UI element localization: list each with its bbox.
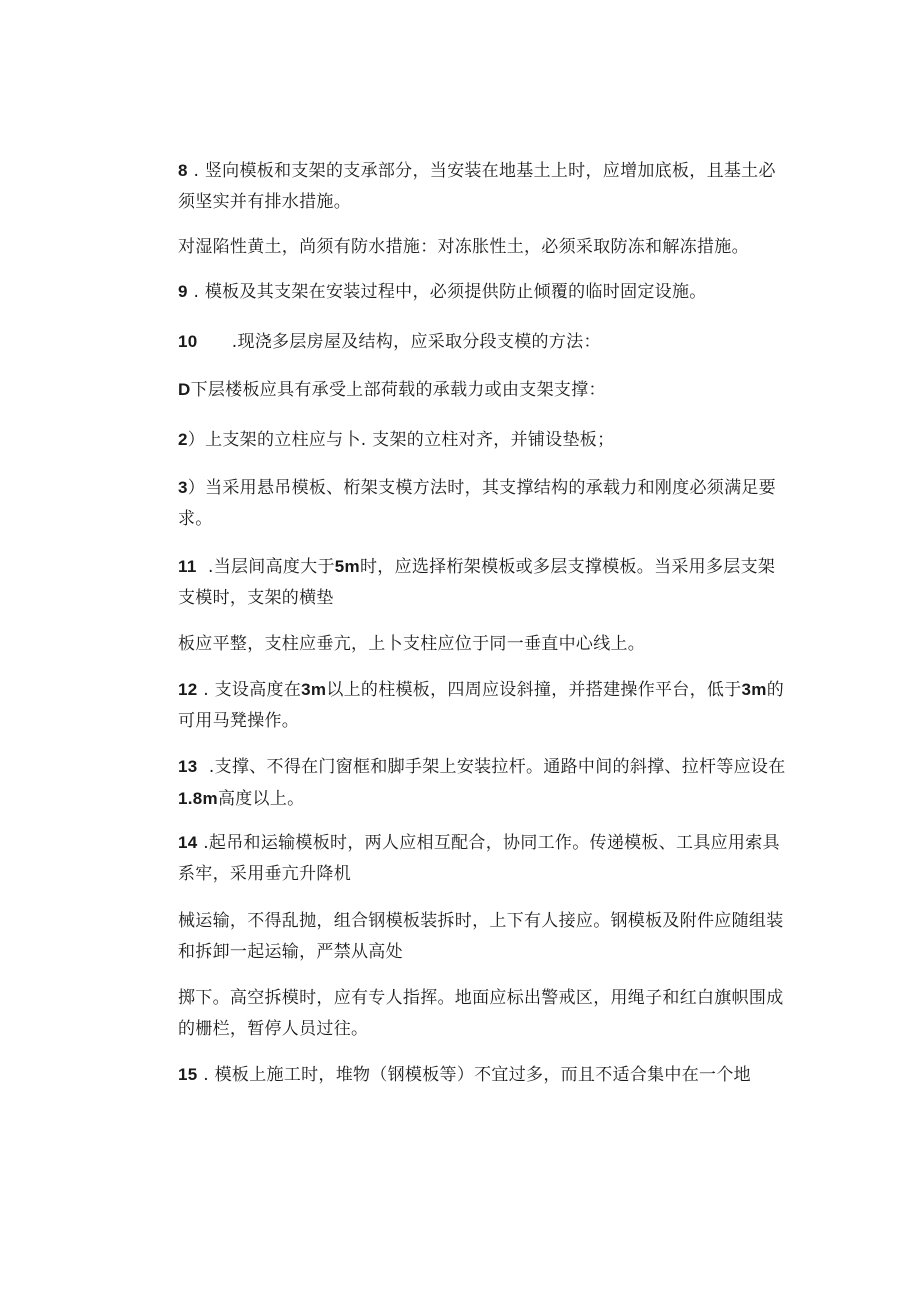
paragraph-text: . 支设高度在 (197, 680, 302, 700)
paragraph-text: 以上的柱模板，四周应设斜撞，并搭建操作平台，低于 (326, 680, 742, 700)
paragraph-text: 械运输，不得乱抛，组合钢模板装拆时，上下有人接应。钢模板及附件应随组装和拆卸一起运输，严禁从高处 (178, 911, 784, 962)
paragraph-number: 10 (178, 332, 198, 351)
paragraph-15 (178, 1059, 788, 1091)
paragraph-8-continued (178, 232, 788, 263)
paragraph-text: .支撑、不得在门窗框和脚手架上安装拉杆。通路中间的斜撑、拉杆等应设在 (197, 757, 786, 777)
paragraph-number: 3 (178, 478, 188, 497)
paragraph-text: .现浇多层房屋及结构，应采取分段支模的方法： (197, 332, 601, 352)
paragraph-number: 8 (178, 161, 188, 180)
paragraph-8 (178, 155, 788, 218)
paragraph-text: 板应平整，支柱应垂亢，上卜支柱应位于同一垂直中心线上。 (178, 634, 646, 654)
paragraph-text: .起吊和运输模板时，两人应相互配合，协同工作。传递模板、工具应用索具系牢，采用垂亢升降机 (178, 833, 780, 884)
paragraph-text: 下层楼板应具有承受上部荷载的承载力或由支架支撑： (190, 380, 606, 400)
height-value: 3m (301, 680, 327, 699)
paragraph-9 (178, 276, 788, 308)
paragraph-number: 9 (178, 282, 188, 301)
paragraph-text: 掷下。高空拆模时，应有专人指挥。地面应标出警戒区，用绳子和红白旗帜围成的栅栏，暂停人员过往。 (178, 988, 784, 1039)
paragraph-text: . 模板及其支架在安装过程中，必须提供防止倾覆的临时固定设施。 (187, 282, 707, 302)
paragraph-number: 12 (178, 680, 198, 699)
paragraph-14-continued (178, 906, 788, 968)
paragraph-text: ）当采用悬吊模板、桁架支模方法时，其支撑结构的承载力和刚度必须满足要求。 (178, 478, 776, 529)
height-value: 3m (741, 680, 767, 699)
paragraph-number: 2 (178, 430, 188, 449)
paragraph-number: 11 (178, 557, 197, 576)
paragraph-text: . 竖向模板和支架的支承部分，当安装在地基土上时，应增加底板，且基土必须坚实并有排水措施。 (178, 161, 776, 212)
paragraph-10-item-2 (178, 424, 788, 456)
paragraph-number: D (178, 380, 191, 399)
paragraph-text: 的可用马凳操作。 (178, 680, 784, 731)
paragraph-number: 14 (178, 833, 198, 852)
paragraph-14-continued-2 (178, 983, 788, 1045)
paragraph-11-continued (178, 629, 788, 660)
paragraph-13 (178, 751, 788, 815)
paragraph-11 (178, 551, 788, 614)
height-value: 1.8m (178, 789, 218, 808)
paragraph-12 (178, 674, 788, 737)
height-value: 5m (334, 557, 360, 576)
paragraph-text: 时，应选择桁架模板或多层支撑模板。当采用多层支架支模时，支架的横垫 (178, 557, 776, 608)
paragraph-10-item-1 (178, 374, 788, 406)
paragraph-14 (178, 827, 788, 890)
paragraph-10-item-3 (178, 472, 788, 535)
paragraph-text: 高度以上。 (217, 789, 305, 809)
paragraph-text: .当层间高度大于 (196, 557, 335, 577)
paragraph-number: 15 (178, 1065, 198, 1084)
paragraph-number: 13 (178, 757, 198, 776)
paragraph-10 (178, 326, 788, 358)
paragraph-text: ）上支架的立柱应与卜. 支架的立柱对齐，并铺设垫板； (187, 430, 615, 450)
paragraph-text: 对湿陷性黄土，尚须有防水措施：对冻胀性土，必须采取防冻和解冻措施。 (178, 237, 749, 257)
paragraph-text: . 模板上施工时，堆物（钢模板等）不宜过多，而且不适合集中在一个地 (197, 1065, 751, 1085)
